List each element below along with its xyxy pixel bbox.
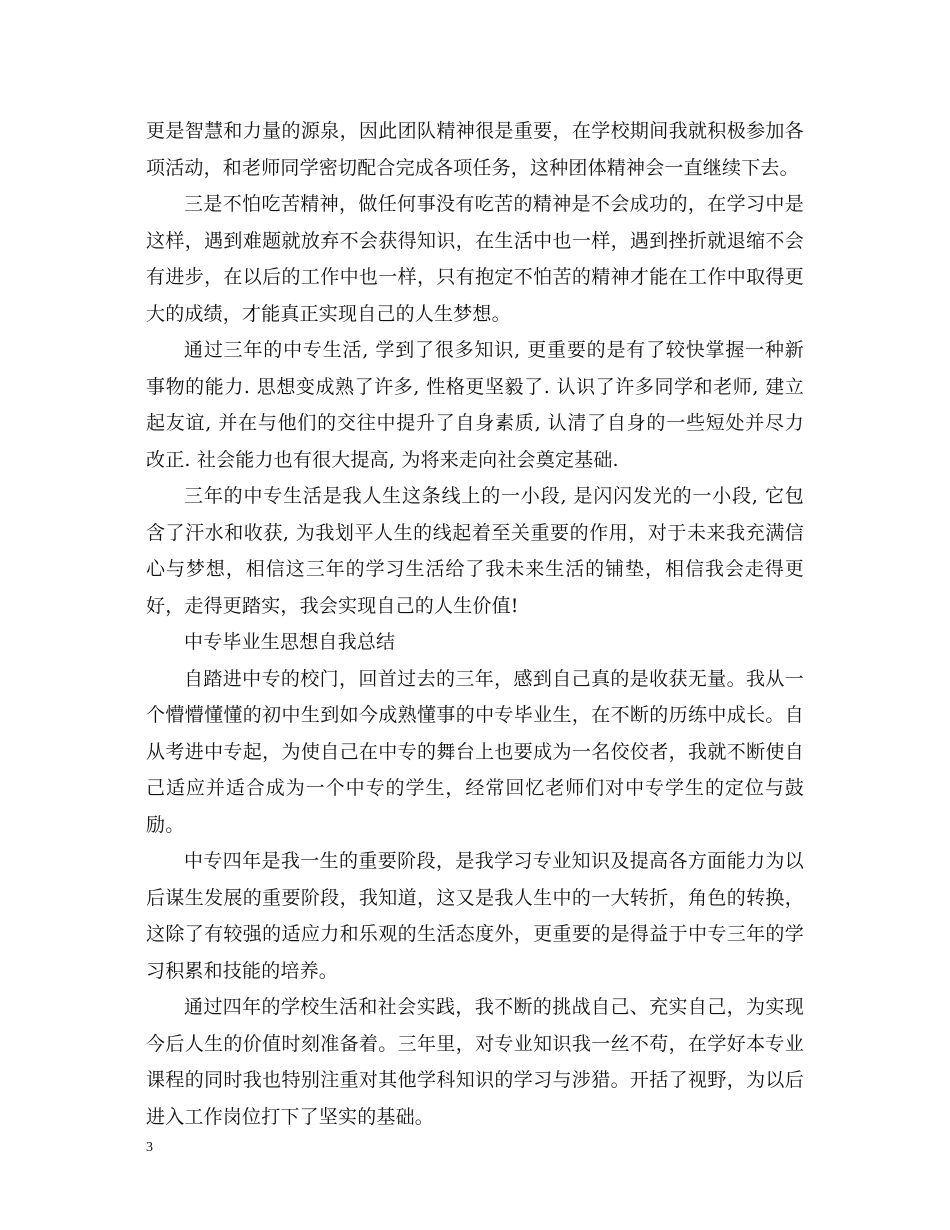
paragraph-5: 自踏进中专的校门，回首过去的三年，感到自己真的是收获无量。我从一个懵懵懂懂的初中生到如今成熟懂事的中专毕业生，在不断的历练中成长。自从考进中专起，为使自己在中专的舞台上也要成为一名佼佼者，我就不断使自己适应并适合成为一个中专的学生，经常回忆老师们对中专学生的定位与鼓励。 — [146, 667, 804, 836]
paragraph-4: 三年的中专生活是我人生这条线上的一小段, 是闪闪发光的一小段, 它包含了汗水和收获, 为我划平人生的线起着至关重要的作用，对于未来我充满信心与梦想，相信这三年的学习生活给了我未来生活的铺垫，相信我会走得更好，走得更踏实，我会实现自己的人生价值! — [146, 485, 804, 617]
paragraph-6: 中专四年是我一生的重要阶段，是我学习专业知识及提高各方面能力为以后谋生发展的重要阶段，我知道，这又是我人生中的一大转折，角色的转换，这除了有较强的适应力和乐观的生活态度外，更重要的是得益于中专三年的学习积累和技能的培养。 — [146, 850, 804, 982]
paragraph-2: 三是不怕吃苦精神，做任何事没有吃苦的精神是不会成功的，在学习中是这样，遇到难题就放弃不会获得知识，在生活中也一样，遇到挫折就退缩不会有进步，在以后的工作中也一样，只有抱定不怕苦的精神才能在工作中取得更大的成绩，才能真正实现自己的人生梦想。 — [146, 193, 804, 325]
paragraph-3: 通过三年的中专生活, 学到了很多知识, 更重要的是有了较快掌握一种新事物的能力. 思想变成熟了许多, 性格更坚毅了. 认识了许多同学和老师, 建立起友谊, 并在与他们的交往中提升了自身素质, 认清了自身的一些短处并尽力改正. 社会能力也有很大提高, 为将来走向社会奠定基础. — [146, 339, 804, 471]
section-heading: 中专毕业生思想自我总结 — [184, 631, 396, 653]
paragraph-1: 更是智慧和力量的源泉，因此团队精神很是重要，在学校期间我就积极参加各项活动，和老师同学密切配合完成各项任务，这种团体精神会一直继续下去。 — [146, 120, 804, 179]
document-body — [146, 113, 804, 1135]
page-number: 3 — [146, 1140, 153, 1155]
paragraph-7: 通过四年的学校生活和社会实践，我不断的挑战自己、充实自己，为实现今后人生的价值时刻准备着。三年里，对专业知识我一丝不苟，在学好本专业课程的同时我也特别注重对其他学科知识的学习与涉猎。开括了视野，为以后进入工作岗位打下了坚实的基础。 — [146, 996, 804, 1128]
